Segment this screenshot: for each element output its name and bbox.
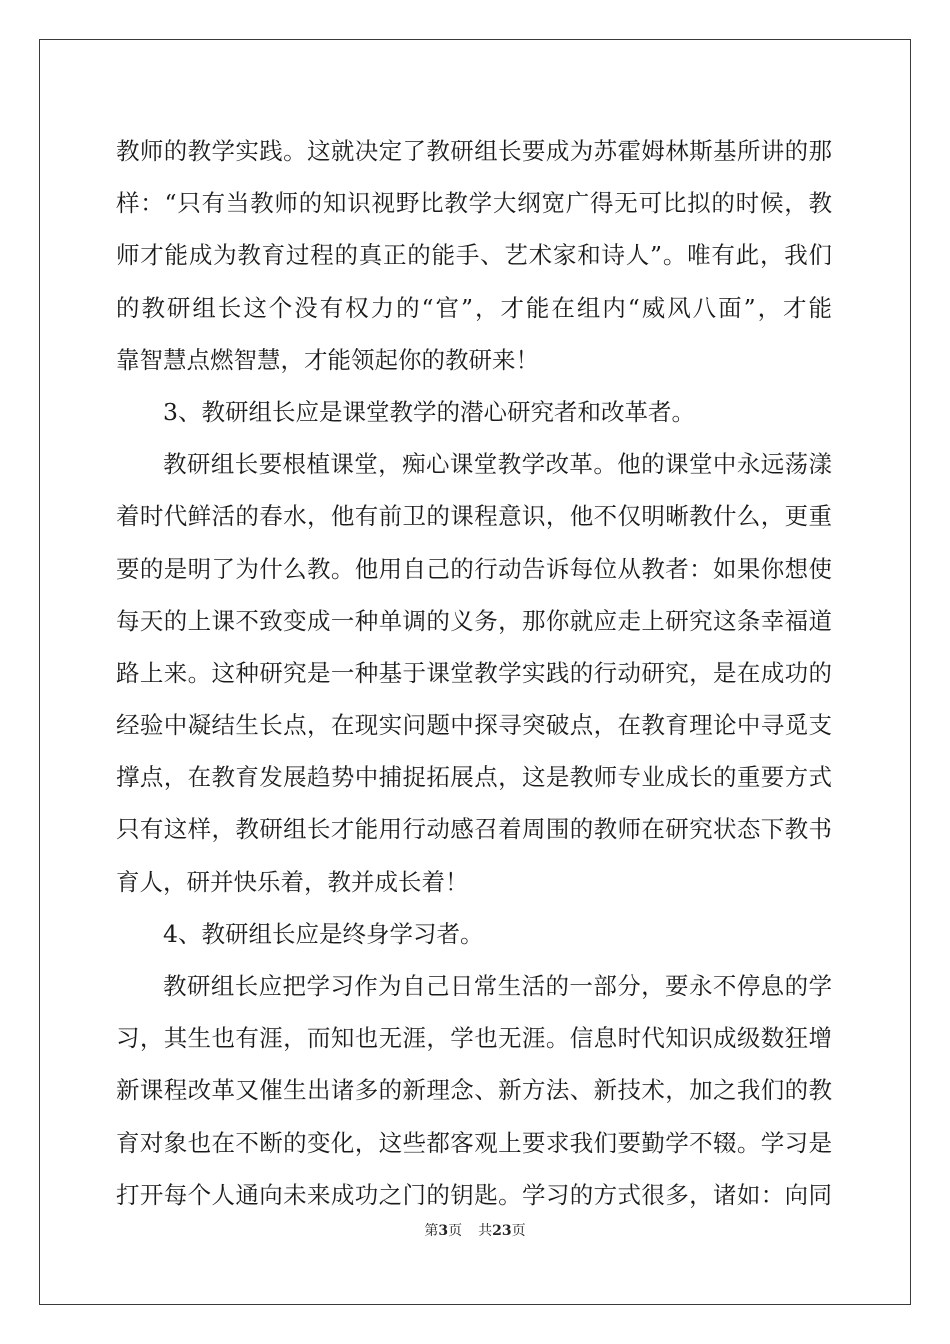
text-line: 样：“只有当教师的知识视野比教学大纲宽广得无可比拟的时候，教 bbox=[116, 189, 832, 218]
document-body bbox=[116, 125, 832, 1221]
footer-page-suffix: 页 bbox=[448, 1223, 463, 1239]
text-line: 教师的教学实践。这就决定了教研组长要成为苏霍姆林斯基所讲的那 bbox=[116, 137, 832, 165]
footer-total-suffix: 页 bbox=[511, 1223, 526, 1239]
text-line: 要的是明了为什么教。他用自己的行动告诉每位从教者：如果你想使 bbox=[116, 554, 832, 583]
text-line: 教研组长应把学习作为自己日常生活的一部分，要永不停息的学 bbox=[163, 972, 832, 1000]
text-line: 4、教研组长应是终身学习者。 bbox=[163, 919, 484, 948]
footer-page-number: 3 bbox=[438, 1223, 449, 1239]
text-line: 经验中凝结生长点，在现实问题中探寻突破点，在教育理论中寻觅支 bbox=[116, 711, 832, 740]
text-line: 打开每个人通向未来成功之门的钥匙。学习的方式很多，诸如：向同 bbox=[116, 1180, 832, 1209]
text-line: 习，其生也有涯，而知也无涯，学也无涯。信息时代知识成级数狂增 bbox=[116, 1024, 832, 1053]
text-line: 师才能成为教育过程的真正的能手、艺术家和诗人”。唯有此，我们 bbox=[116, 241, 832, 270]
footer-total-prefix: 共 bbox=[478, 1223, 493, 1239]
page-footer bbox=[0, 1220, 950, 1240]
text-line: 育人，研并快乐着，教并成长着！ bbox=[116, 867, 469, 896]
footer-total-pages: 23 bbox=[492, 1223, 512, 1239]
text-line: 着时代鲜活的春水，他有前卫的课程意识，他不仅明晰教什么，更重 bbox=[116, 502, 832, 531]
text-line: 靠智慧点燃智慧，才能领起你的教研来！ bbox=[116, 345, 539, 374]
text-line: 的教研组长这个没有权力的“官”，才能在组内“威风八面”，才能 bbox=[116, 293, 832, 322]
text-line: 3、教研组长应是课堂教学的潜心研究者和改革者。 bbox=[163, 397, 695, 426]
text-line: 只有这样，教研组长才能用行动感召着周围的教师在研究状态下教书 bbox=[116, 815, 832, 844]
text-line: 教研组长要根植课堂，痴心课堂教学改革。他的课堂中永远荡漾 bbox=[163, 450, 832, 479]
text-line: 路上来。这种研究是一种基于课堂教学实践的行动研究，是在成功的 bbox=[116, 658, 832, 687]
footer-page-prefix: 第 bbox=[424, 1223, 439, 1239]
text-line: 撑点，在教育发展趋势中捕捉拓展点，这是教师专业成长的重要方式 bbox=[116, 763, 832, 792]
text-line: 新课程改革又催生出诸多的新理念、新方法、新技术，加之我们的教 bbox=[116, 1076, 832, 1105]
text-line: 每天的上课不致变成一种单调的义务，那你就应走上研究这条幸福道 bbox=[116, 606, 832, 635]
text-line: 育对象也在不断的变化，这些都客观上要求我们要勤学不辍。学习是 bbox=[116, 1128, 832, 1157]
